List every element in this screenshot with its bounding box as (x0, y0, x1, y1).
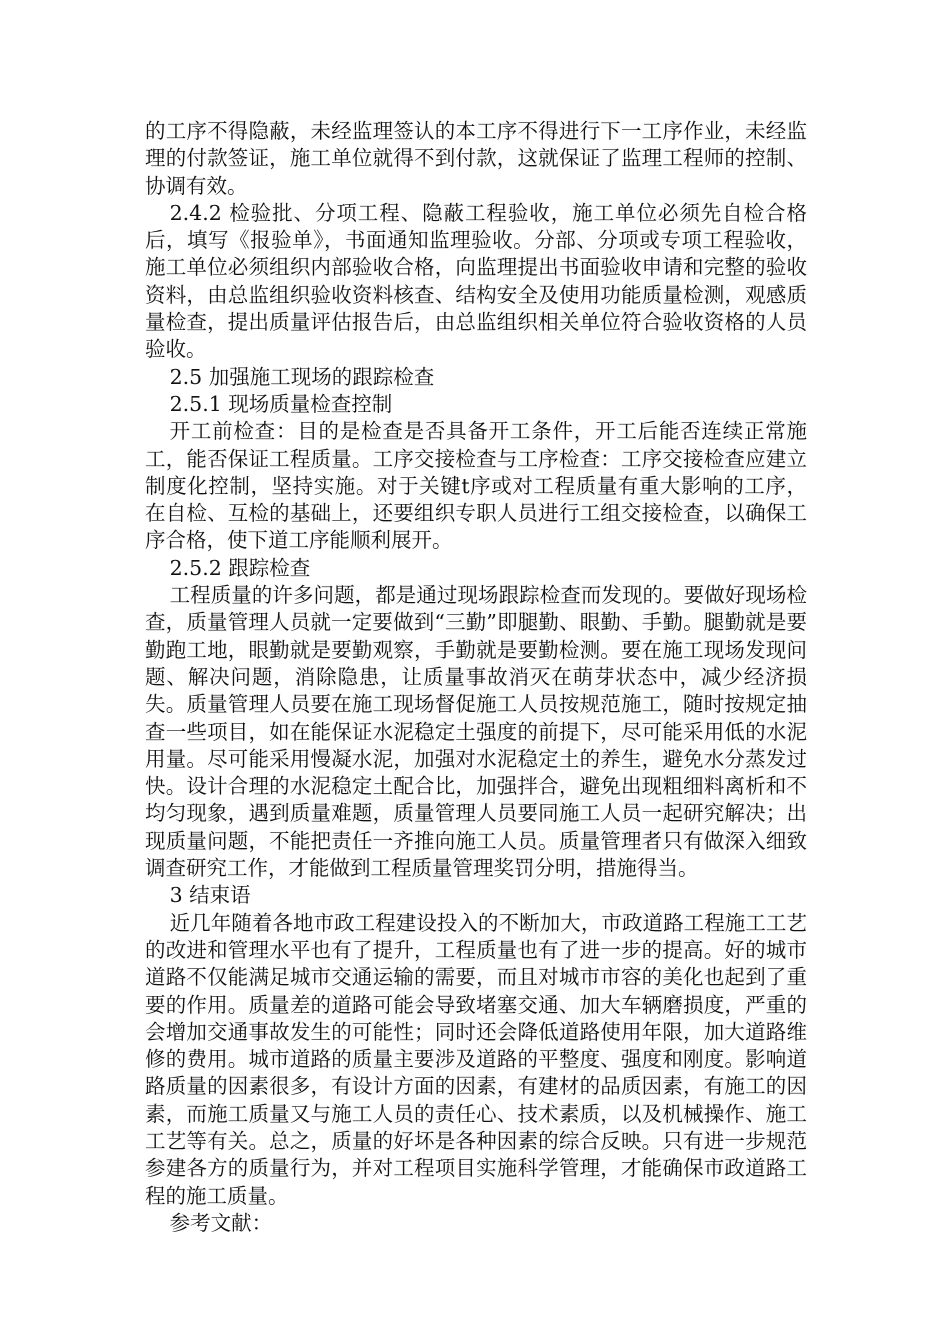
section-heading-2-5: 2.5 加强施工现场的跟踪检查 (169, 364, 435, 389)
paragraph-conclusion: 近几年随着各地市政工程建设投入的不断加大，市政道路工程施工工艺的改进和管理水平也有了提升，工程质量也有了进一步的提高。好的城市道路不仅能满足城市交通运输的需要，而且对城市市容的美化也起到了重要的作用。质量差的道路可能会导致堵塞交通、加大车辆磨损度，严重的会增加交通事故发生的可能性；同时还会降低道路使用年限，加大道路维修的费用。城市道路的质量主要涉及道路的平整度、强度和刚度。影响道路质量的因素很多，有设计方面的因素，有建材的品质因素，有施工的因素，而施工质量又与施工人员的责任心、技术素质，以及机械操作、施工工艺等有关。总之，质量的好坏是各种因素的综合反映。只有进一步规范参建各方的质量行为，并对工程项目实施科学管理，才能确保市政道路工程的施工质量。 (145, 910, 807, 1208)
section-heading-2-5-1: 2.5.1 现场质量检查控制 (169, 391, 393, 416)
section-heading-2-5-2: 2.5.2 跟踪检查 (169, 555, 311, 580)
paragraph-tracking-inspection: 工程质量的许多问题，都是通过现场跟踪检查而发现的。要做好现场检查，质量管理人员就一定要做到“三勤”即腿勤、眼勤、手勤。腿勤就是要勤跑工地，眼勤就是要勤观察，手勤就是要勤检测。要在施工现场发现问题、解决问题，消除隐患，让质量事故消灭在萌芽状态中，减少经济损失。质量管理人员要在施工现场督促施工人员按规范施工，随时按规定抽查一些项目，如在能保证水泥稳定土强度的前提下，尽可能采用低的水泥用量。尽可能采用慢凝水泥，加强对水泥稳定土的养生，避免水分蒸发过快。设计合理的水泥稳定土配合比，加强拌合，避免出现粗细料离析和不均匀现象，遇到质量难题，质量管理人员要同施工人员一起研究解决；出现质量问题，不能把责任一齐推向施工人员。质量管理者只有做深入细致调查研究工作，才能做到工程质量管理奖罚分明，措施得当。 (145, 583, 807, 881)
paragraph-2-4-2: 2.4.2 检验批、分项工程、隐蔽工程验收，施工单位必须先自检合格后，填写《报验单》，书面通知监理验收。分部、分项或专项工程验收，施工单位必须组织内部验收合格，向监理提出书面验收申请和完整的验收资料，由总监组织验收资料核查、结构安全及使用功能质量检测，观感质量检查，提出质量评估报告后，由总监组织相关单位符合验收资格的人员验收。 (145, 200, 807, 362)
paragraph-site-inspection: 开工前检查：目的是检查是否具备开工条件，开工后能否连续正常施工，能否保证工程质量。工序交接检查与工序检查：工序交接检查应建立制度化控制，坚持实施。对于关键t序或对工程质量有重大影响的工序，在自检、互检的基础上，还要组织专职人员进行工组交接检查，以确保工序合格，使下道工序能顺利展开。 (145, 419, 807, 553)
section-heading-3: 3 结束语 (169, 883, 251, 908)
paragraph-continued: 的工序不得隐蔽，未经监理签认的本工序不得进行下一工序作业，未经监理的付款签证，施工单位就得不到付款，这就保证了监理工程师的控制、协调有效。 (145, 119, 807, 198)
document-body (145, 118, 807, 1237)
references-heading: 参考文献： (169, 1210, 273, 1235)
